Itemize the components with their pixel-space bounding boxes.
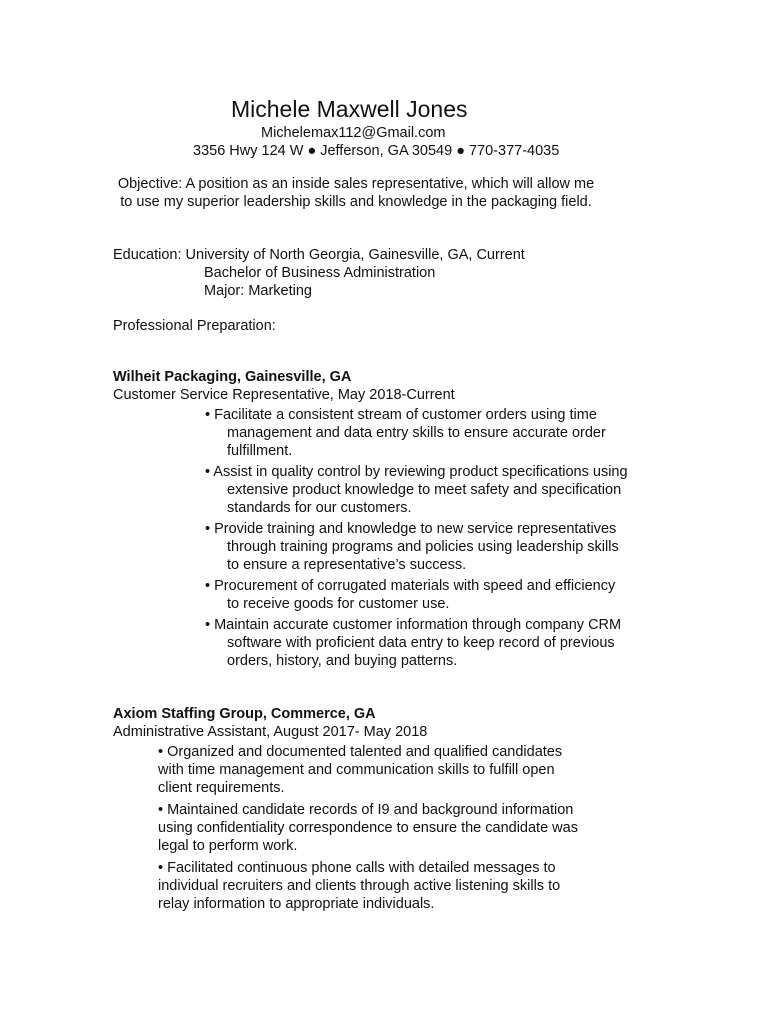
job-bullet-list (158, 743, 588, 917)
job-bullet-list (205, 406, 630, 673)
education-degree: Bachelor of Business Administration (204, 265, 436, 281)
job-bullet: • Organized and documented talented and qualified candidates with time management and communication skills to fulfill open client requirements. (158, 744, 563, 796)
job-bullet: • Facilitated continuous phone calls with detailed messages to individual recruiters and clients through active listening skills to relay information to appropriate individuals. (158, 860, 561, 912)
job-bullet: • Assist in quality control by reviewing product specifications using extensive product knowledge to meet safety and specification standards for our customers. (205, 464, 628, 516)
job-role: Customer Service Representative, May 2018-Current (113, 387, 455, 403)
job-bullet: • Procurement of corrugated materials with speed and efficiency to receive goods for customer use. (205, 578, 616, 612)
contact-line: 3356 Hwy 124 W ● Jefferson, GA 30549 ● 770-377-4035 (193, 143, 560, 159)
email-address: Michelemax112@Gmail.com (261, 125, 446, 141)
job-company: Wilheit Packaging, Gainesville, GA (113, 369, 352, 385)
job-bullet: • Facilitate a consistent stream of customer orders using time management and data entry skills to ensure accurate order fulfillment. (205, 407, 606, 459)
job-bullet: • Maintained candidate records of I9 and background information using confidentiality correspondence to ensure the candidate was legal to perform work. (158, 802, 578, 854)
objective-statement: Objective: A position as an inside sales representative, which will allow me to use my superior leadership skills and knowledge in the packaging field. (117, 176, 595, 210)
job-company: Axiom Staffing Group, Commerce, GA (113, 706, 376, 722)
preparation-heading: Professional Preparation: (113, 318, 276, 334)
job-bullet: • Maintain accurate customer information through company CRM software with proficient data entry to keep record of previous orders, history, and buying patterns. (205, 617, 622, 669)
education-major: Major: Marketing (204, 283, 312, 299)
applicant-name: Michele Maxwell Jones (231, 96, 468, 122)
job-role: Administrative Assistant, August 2017- May 2018 (113, 724, 428, 740)
education-school: Education: University of North Georgia, Gainesville, GA, Current (113, 247, 525, 263)
job-bullet: • Provide training and knowledge to new service representatives through training programs and policies using leadership skills to ensure a representative’s success. (205, 521, 619, 573)
